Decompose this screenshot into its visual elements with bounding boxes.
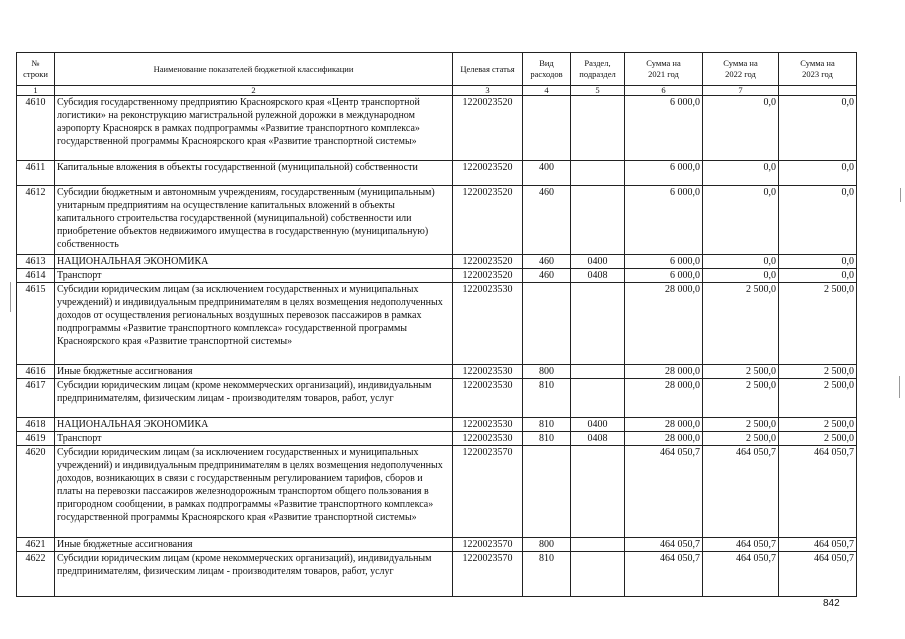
row-sum-2022: 2 500,0 — [703, 365, 779, 379]
row-section: 0408 — [571, 269, 625, 283]
row-sum-2023: 464 050,7 — [779, 552, 857, 597]
row-sum-2022: 0,0 — [703, 186, 779, 255]
row-sum-2021: 28 000,0 — [625, 432, 703, 446]
row-name: Субсидии юридическим лицам (кроме некоммерческих организаций), индивидуальным предпринимателям, физическим лицам - производителям товаров, работ, услуг — [55, 552, 453, 597]
row-expense-type: 810 — [523, 418, 571, 432]
row-name: Субсидия государственному предприятию Красноярского края «Центр транспортной логистики» на реконструкцию магистральной рулежной дорожки в международном аэропорту Красноярск в рамках подпрограммы «Развитие транспортного комплекса» государственной программы Красноярского края «Развитие транспортной системы» — [55, 96, 453, 161]
column-number: 7 — [703, 86, 779, 96]
header-sum-2022: Сумма на 2022 год — [703, 53, 779, 86]
row-sum-2023: 0,0 — [779, 96, 857, 161]
row-number: 4613 — [17, 255, 55, 269]
row-sum-2023: 2 500,0 — [779, 418, 857, 432]
row-sum-2022: 464 050,7 — [703, 446, 779, 538]
row-target-code: 1220023520 — [453, 96, 523, 161]
column-number: 5 — [571, 86, 625, 96]
row-sum-2022: 0,0 — [703, 269, 779, 283]
row-section — [571, 283, 625, 365]
row-section: 0400 — [571, 255, 625, 269]
row-sum-2023: 2 500,0 — [779, 365, 857, 379]
row-sum-2022: 2 500,0 — [703, 283, 779, 365]
table-row — [17, 255, 857, 269]
row-number: 4621 — [17, 538, 55, 552]
header-row — [17, 53, 857, 86]
row-target-code: 1220023570 — [453, 552, 523, 597]
row-sum-2023: 0,0 — [779, 161, 857, 186]
row-target-code: 1220023520 — [453, 255, 523, 269]
row-name: Транспорт — [55, 269, 453, 283]
row-number: 4614 — [17, 269, 55, 283]
row-name: Субсидии юридическим лицам (за исключением государственных и муниципальных учреждений) и индивидуальным предпринимателям в целях возмещения недополученных доходов от осуществления региональных воздушных перевозок пассажиров в рамках подпрограммы «Развитие транспортного комплекса» государственной программы Красноярского края «Развитие транспортной системы» — [55, 283, 453, 365]
row-name: НАЦИОНАЛЬНАЯ ЭКОНОМИКА — [55, 418, 453, 432]
column-number: 1 — [17, 86, 55, 96]
row-number: 4610 — [17, 96, 55, 161]
header-sum-2021: Сумма на 2021 год — [625, 53, 703, 86]
column-number: 3 — [453, 86, 523, 96]
header-razdel: Раздел, подраздел — [571, 53, 625, 86]
row-sum-2023: 464 050,7 — [779, 446, 857, 538]
row-sum-2023: 2 500,0 — [779, 379, 857, 418]
row-expense-type — [523, 446, 571, 538]
row-sum-2021: 28 000,0 — [625, 365, 703, 379]
row-number: 4619 — [17, 432, 55, 446]
row-sum-2021: 6 000,0 — [625, 161, 703, 186]
row-expense-type: 810 — [523, 379, 571, 418]
row-section — [571, 365, 625, 379]
row-target-code: 1220023530 — [453, 432, 523, 446]
row-expense-type: 460 — [523, 186, 571, 255]
row-sum-2023: 2 500,0 — [779, 432, 857, 446]
row-section: 0400 — [571, 418, 625, 432]
row-number: 4611 — [17, 161, 55, 186]
row-target-code: 1220023520 — [453, 186, 523, 255]
row-section — [571, 161, 625, 186]
row-number: 4615 — [17, 283, 55, 365]
row-expense-type — [523, 96, 571, 161]
row-target-code: 1220023520 — [453, 269, 523, 283]
row-name: Иные бюджетные ассигнования — [55, 365, 453, 379]
row-target-code: 1220023530 — [453, 365, 523, 379]
row-name: Транспорт — [55, 432, 453, 446]
scan-mark — [10, 282, 11, 312]
row-name: Субсидии бюджетным и автономным учреждениям, государственным (муниципальным) унитарным предприятиям на осуществление капитальных вложений в объекты капитального строительства государственной (муниципальной) собственности или приобретение объектов недвижимого имущества в государственную (муниципальную) собственность — [55, 186, 453, 255]
row-sum-2023: 0,0 — [779, 255, 857, 269]
header-name: Наименование показателей бюджетной классификации — [55, 53, 453, 86]
row-name: Субсидии юридическим лицам (кроме некоммерческих организаций), индивидуальным предпринимателям, физическим лицам - производителям товаров, работ, услуг — [55, 379, 453, 418]
header-code: Целевая статья — [453, 53, 523, 86]
table-row — [17, 552, 857, 597]
row-number: 4620 — [17, 446, 55, 538]
table-row — [17, 269, 857, 283]
row-sum-2021: 464 050,7 — [625, 552, 703, 597]
row-expense-type: 460 — [523, 269, 571, 283]
column-number: 4 — [523, 86, 571, 96]
row-number: 4616 — [17, 365, 55, 379]
column-number-empty — [779, 86, 857, 96]
budget-table — [16, 52, 857, 597]
row-name: Субсидии юридическим лицам (за исключением государственных и муниципальных учреждений) и индивидуальным предпринимателям в целях возмещения недополученных доходов, возникающих в связи с государственным регулированием тарифов, сборов и платы на перевозки пассажиров железнодорожным транспортом общего пользования в пригородном сообщении, в рамках подпрограммы «Развитие транспортного комплекса» государственной программы Красноярского края «Развитие транспортной системы» — [55, 446, 453, 538]
row-sum-2022: 2 500,0 — [703, 418, 779, 432]
scan-mark — [900, 188, 901, 202]
row-name: Иные бюджетные ассигнования — [55, 538, 453, 552]
row-sum-2021: 6 000,0 — [625, 255, 703, 269]
page-number: 842 — [823, 598, 840, 609]
row-section — [571, 446, 625, 538]
table-row — [17, 365, 857, 379]
table-row — [17, 161, 857, 186]
row-section — [571, 379, 625, 418]
row-expense-type: 800 — [523, 365, 571, 379]
row-sum-2023: 0,0 — [779, 186, 857, 255]
row-sum-2022: 2 500,0 — [703, 379, 779, 418]
row-expense-type: 800 — [523, 538, 571, 552]
header-no: № строки — [17, 53, 55, 86]
table-row — [17, 283, 857, 365]
row-sum-2023: 464 050,7 — [779, 538, 857, 552]
column-number: 2 — [55, 86, 453, 96]
row-expense-type: 400 — [523, 161, 571, 186]
row-number: 4622 — [17, 552, 55, 597]
column-number-row — [17, 86, 857, 96]
row-sum-2022: 0,0 — [703, 255, 779, 269]
row-section — [571, 96, 625, 161]
scan-mark — [899, 376, 900, 398]
table-row — [17, 446, 857, 538]
row-section — [571, 552, 625, 597]
row-sum-2021: 6 000,0 — [625, 96, 703, 161]
row-sum-2021: 464 050,7 — [625, 446, 703, 538]
row-expense-type: 810 — [523, 432, 571, 446]
row-expense-type — [523, 283, 571, 365]
row-number: 4617 — [17, 379, 55, 418]
table-row — [17, 432, 857, 446]
column-number: 6 — [625, 86, 703, 96]
row-target-code: 1220023520 — [453, 161, 523, 186]
row-number: 4618 — [17, 418, 55, 432]
row-sum-2021: 6 000,0 — [625, 269, 703, 283]
table-row — [17, 379, 857, 418]
table-row — [17, 538, 857, 552]
row-sum-2022: 0,0 — [703, 96, 779, 161]
row-section — [571, 538, 625, 552]
row-sum-2021: 28 000,0 — [625, 379, 703, 418]
row-sum-2021: 464 050,7 — [625, 538, 703, 552]
row-sum-2023: 2 500,0 — [779, 283, 857, 365]
row-target-code: 1220023530 — [453, 418, 523, 432]
table-row — [17, 186, 857, 255]
row-name: НАЦИОНАЛЬНАЯ ЭКОНОМИКА — [55, 255, 453, 269]
row-sum-2022: 464 050,7 — [703, 552, 779, 597]
row-section: 0408 — [571, 432, 625, 446]
row-number: 4612 — [17, 186, 55, 255]
row-sum-2022: 2 500,0 — [703, 432, 779, 446]
header-sum-2023: Сумма на 2023 год — [779, 53, 857, 86]
row-sum-2022: 464 050,7 — [703, 538, 779, 552]
row-target-code: 1220023570 — [453, 446, 523, 538]
row-target-code: 1220023570 — [453, 538, 523, 552]
row-sum-2023: 0,0 — [779, 269, 857, 283]
table-row — [17, 418, 857, 432]
row-target-code: 1220023530 — [453, 283, 523, 365]
row-sum-2021: 28 000,0 — [625, 283, 703, 365]
row-expense-type: 810 — [523, 552, 571, 597]
row-sum-2021: 6 000,0 — [625, 186, 703, 255]
row-target-code: 1220023530 — [453, 379, 523, 418]
table-row — [17, 96, 857, 161]
row-section — [571, 186, 625, 255]
row-sum-2021: 28 000,0 — [625, 418, 703, 432]
row-sum-2022: 0,0 — [703, 161, 779, 186]
row-name: Капитальные вложения в объекты государственной (муниципальной) собственности — [55, 161, 453, 186]
row-expense-type: 460 — [523, 255, 571, 269]
header-vid: Вид расходов — [523, 53, 571, 86]
